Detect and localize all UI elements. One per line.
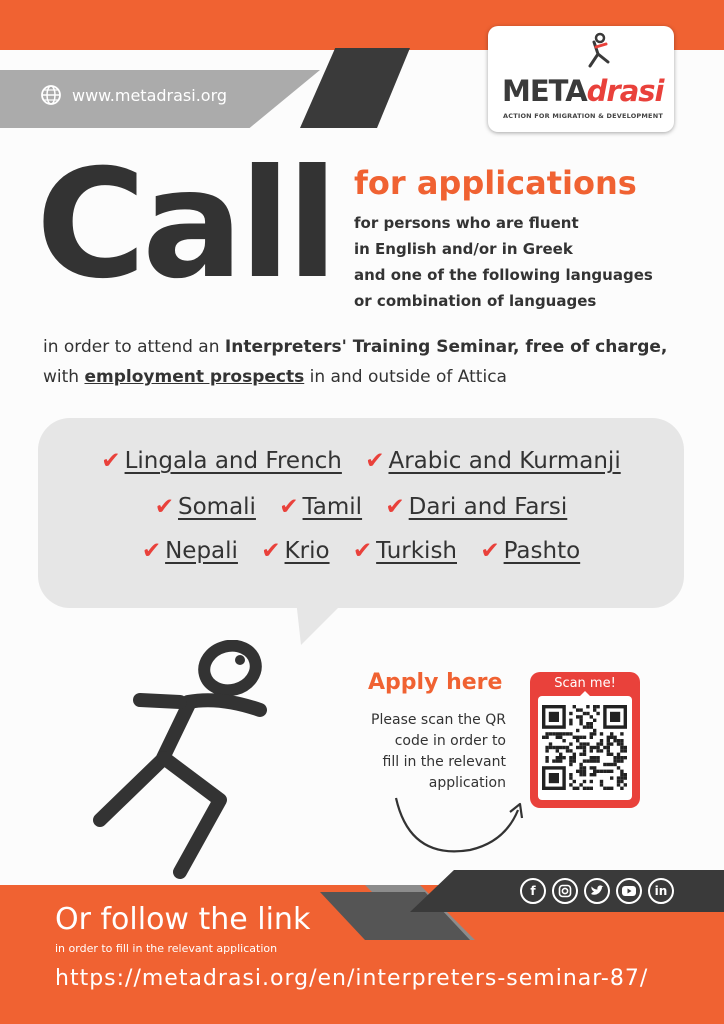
apply-line: Please scan the QR [371, 712, 506, 728]
website-url: www.metadrasi.org [72, 85, 228, 105]
check-icon: ✔ [279, 494, 299, 520]
intro-line2-end: in and outside of Attica [304, 367, 507, 387]
language-item: ✔ Somali [154, 494, 256, 520]
fluent-line: in English and/or in Greek [354, 240, 573, 258]
language-item: ✔ Nepali [141, 538, 238, 564]
apply-here-title: Apply here [368, 670, 503, 695]
check-icon: ✔ [261, 538, 281, 564]
apply-line: code in order to [394, 733, 506, 749]
social-icons [520, 878, 674, 904]
language-item: ✔ Turkish [352, 538, 457, 564]
language-item: ✔ Krio [261, 538, 330, 564]
language-item: ✔ Arabic and Kurmanji [365, 448, 621, 474]
qr-code[interactable] [538, 696, 632, 800]
fluent-line: and one of the following languages [354, 266, 653, 284]
fluent-description [354, 210, 684, 314]
youtube-icon[interactable] [616, 878, 642, 904]
curved-arrow-icon [390, 790, 530, 860]
language-item: ✔ Dari and Farsi [385, 494, 568, 520]
intro-line1: in order to attend an [43, 337, 225, 357]
check-icon: ✔ [385, 494, 405, 520]
qr-pointer [577, 691, 593, 699]
seminar-name: Interpreters' Training Seminar, free of charge, [224, 337, 668, 357]
check-icon: ✔ [141, 538, 162, 564]
check-icon: ✔ [101, 448, 121, 474]
globe-icon [40, 84, 62, 106]
apply-line: application [428, 775, 506, 791]
fluent-line: or combination of languages [354, 292, 597, 310]
runner-logo-icon [580, 32, 614, 72]
language-item: ✔ Lingala and French [101, 448, 342, 474]
check-icon: ✔ [352, 538, 373, 564]
linkedin-icon[interactable]: in [648, 878, 674, 904]
facebook-icon[interactable]: f [520, 878, 546, 904]
follow-link-heading: Or follow the link [55, 902, 311, 937]
instagram-icon[interactable] [552, 878, 578, 904]
logo-tagline: ACTION FOR MIGRATION & DEVELOPMENT [503, 112, 663, 120]
application-link[interactable]: https://metadrasi.org/en/interpreters-seminar-87/ [55, 966, 649, 991]
scan-me-label: Scan me! [554, 676, 616, 691]
language-item: ✔ Pashto [480, 538, 581, 564]
for-applications: for applications [354, 164, 637, 202]
check-icon: ✔ [480, 538, 500, 564]
check-icon: ✔ [365, 448, 385, 474]
language-row [38, 538, 684, 564]
twitter-icon[interactable] [584, 878, 610, 904]
language-row [38, 448, 684, 474]
intro-line2: with [43, 367, 85, 387]
dark-wedge [300, 48, 410, 128]
bubble-tail [296, 600, 346, 645]
employment-prospects: employment prospects [84, 367, 305, 387]
intro-text [43, 332, 703, 392]
call-heading: Call [36, 138, 335, 312]
language-row [38, 494, 684, 520]
apply-instructions [340, 710, 506, 794]
check-icon: ✔ [154, 494, 174, 520]
metadrasi-logo [488, 26, 674, 132]
logo-meta: META [502, 74, 587, 108]
qr-code-card[interactable] [530, 672, 640, 808]
website-link[interactable] [40, 84, 227, 106]
logo-drasi: drasi [586, 74, 664, 108]
running-figure-illustration [70, 640, 300, 890]
fluent-line: for persons who are fluent [354, 214, 579, 232]
follow-link-subtitle: in order to fill in the relevant application [55, 942, 278, 955]
apply-line: fill in the relevant [382, 754, 506, 770]
qr-code-icon [542, 702, 628, 794]
language-item: ✔ Tamil [279, 494, 363, 520]
